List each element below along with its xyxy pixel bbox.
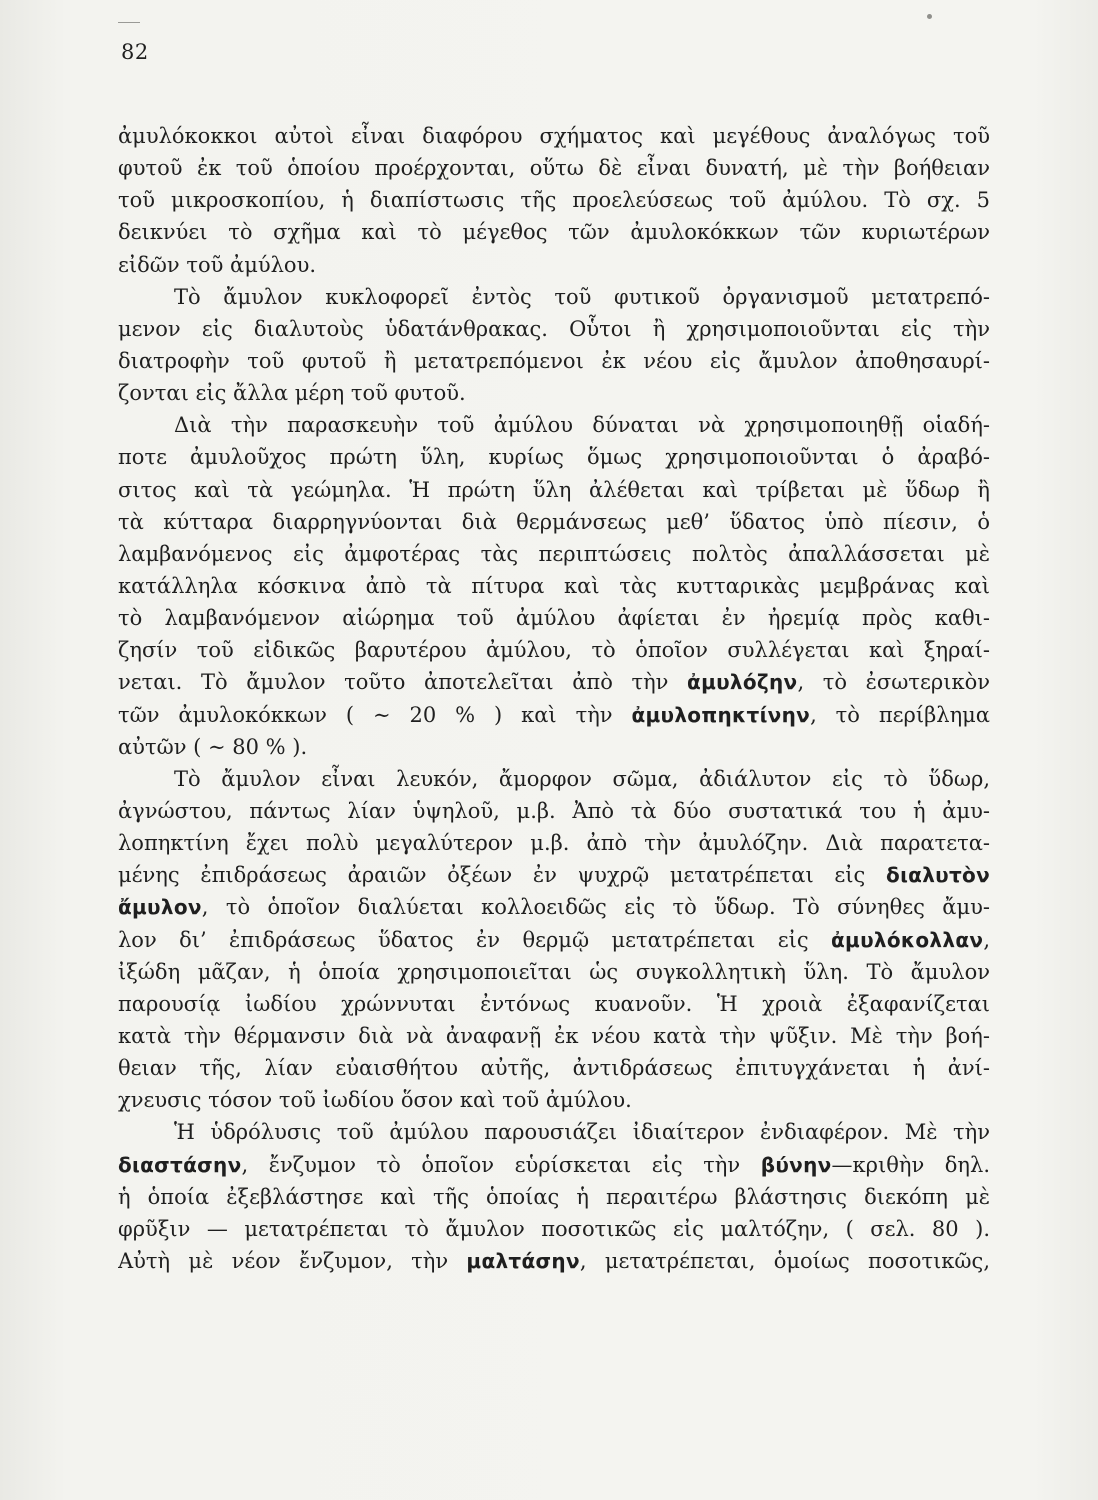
- bold-term: ἀμυλόκολλαν: [831, 927, 984, 952]
- text-line: [118, 924, 990, 956]
- bold-term: ἀμυλοπηκτίνην: [631, 702, 811, 727]
- text-line: [118, 216, 990, 248]
- text-run: λον δι’ ἐπιδράσεως ὕδατος ἐν θερμῷ μετατρέπεται εἰς: [118, 927, 832, 952]
- text-run: σιτος καὶ τὰ γεώμηλα. Ἡ πρώτη ὕλη ἀλέθεται καὶ τρίβεται μὲ ὕδωρ ἢ: [118, 477, 990, 502]
- text-run: ἀμυλόκοκκοι αὐτοὶ εἶναι διαφόρου σχήματος καὶ μεγέθους ἀναλόγως τοῦ: [118, 124, 990, 148]
- text-line: [118, 763, 990, 795]
- text-line: [118, 313, 990, 345]
- text-line: [118, 859, 990, 891]
- text-run: , ἔνζυμον τὸ ὁποῖον εὑρίσκεται εἰς τὴν: [241, 1152, 761, 1177]
- text-line: [118, 891, 990, 923]
- text-line: [118, 1084, 990, 1116]
- text-run: φυτοῦ ἐκ τοῦ ὁποίου προέρχονται, οὕτω δὲ εἶναι δυνατή, μὲ τὴν βοήθειαν: [118, 156, 990, 181]
- text-line: [118, 988, 990, 1020]
- text-run: τὸ λαμβανόμενον αἰώρημα τοῦ ἀμύλου ἀφίεται ἐν ἠρεμίᾳ πρὸς καθι-: [118, 606, 990, 631]
- bold-term: διαλυτὸν: [886, 863, 990, 888]
- text-run: λοπηκτίνη ἔχει πολὺ μεγαλύτερον μ.β. ἀπὸ τὴν ἀμυλόζην. Διὰ παρατετα-: [118, 831, 990, 856]
- text-line: [118, 120, 990, 152]
- text-line: [118, 506, 990, 538]
- text-run: ἀγνώστου, πάντως λίαν ὑψηλοῦ, μ.β. Ἀπὸ τὰ δύο συστατικά του ἡ ἀμυ-: [118, 798, 990, 823]
- text-line: [118, 1116, 990, 1148]
- page-corner-mark: [118, 22, 140, 23]
- text-run: δεικνύει τὸ σχῆμα καὶ τὸ μέγεθος τῶν ἀμυλοκόκκων τῶν κυριωτέρων: [118, 220, 990, 245]
- text-run: κατὰ τὴν θέρμανσιν διὰ νὰ ἀναφανῇ ἐκ νέου κατὰ τὴν ψῦξιν. Μὲ τὴν βοή-: [118, 1023, 990, 1048]
- text-run: , τὸ ὁποῖον διαλύεται κολλοειδῶς εἰς τὸ ὕδωρ. Τὸ σύνηθες ἄμυ-: [201, 895, 990, 920]
- text-run: ποτε ἀμυλοῦχος πρώτη ὕλη, κυρίως ὅμως χρησιμοποιοῦνται ὁ ἀραβό-: [118, 445, 990, 470]
- text-run: θειαν τῆς, λίαν εὐαισθήτου αὐτῆς, ἀντιδράσεως ἐπιτυγχάνεται ἡ ἀνί-: [118, 1056, 990, 1081]
- text-line: [118, 795, 990, 827]
- text-run: Τὸ ἄμυλον κυκλοφορεῖ ἐντὸς τοῦ φυτικοῦ ὀργανισμοῦ μετατρεπό-: [174, 284, 990, 309]
- text-line: [118, 666, 990, 698]
- text-line: [118, 1245, 990, 1277]
- text-line: [118, 538, 990, 570]
- text-run: χνευσις τόσον τοῦ ἰωδίου ὅσον καὶ τοῦ ἀμύλου.: [118, 1088, 632, 1113]
- text-run: , τὸ ἐσωτερικὸν: [797, 670, 990, 695]
- bold-term: ἄμυλον: [118, 895, 202, 920]
- text-run: φρῦξιν — μετατρέπεται τὸ ἄμυλον ποσοτικῶς εἰς μαλτόζην, ( σελ. 80 ).: [118, 1216, 990, 1241]
- text-line: [118, 634, 990, 666]
- text-line: [118, 956, 990, 988]
- text-run: ἰξώδη μᾶζαν, ἡ ὁποία χρησιμοποιεῖται ὡς συγκολλητικὴ ὕλη. Τὸ ἄμυλον: [118, 959, 990, 984]
- text-line: [118, 602, 990, 634]
- page-number: 82: [121, 40, 149, 64]
- text-line: [118, 1020, 990, 1052]
- text-run: νεται. Τὸ ἄμυλον τοῦτο ἀποτελεῖται ἀπὸ τὴν: [118, 670, 688, 695]
- text-run: ,: [983, 927, 990, 952]
- text-line: [118, 474, 990, 506]
- bold-term: διαστάσην: [118, 1152, 242, 1177]
- text-run: , μετατρέπεται, ὁμοίως ποσοτικῶς,: [579, 1248, 990, 1273]
- text-run: αὐτῶν ( ∼ 80 % ).: [118, 734, 308, 759]
- text-run: Ἡ ὑδρόλυσις τοῦ ἀμύλου παρουσιάζει ἰδιαίτερον ἐνδιαφέρον. Μὲ τὴν: [174, 1120, 990, 1145]
- bold-term: βύνην: [760, 1152, 832, 1177]
- text-run: , τὸ περίβλημα: [810, 702, 990, 727]
- text-line: [118, 1213, 990, 1245]
- text-line: [118, 409, 990, 441]
- text-line: [118, 1052, 990, 1084]
- text-run: τοῦ μικροσκοπίου, ἡ διαπίστωσις τῆς προελεύσεως τοῦ ἀμύλου. Τὸ σχ. 5: [118, 188, 990, 213]
- text-line: [118, 570, 990, 602]
- text-line: [118, 184, 990, 216]
- text-line: [118, 731, 990, 763]
- text-line: [118, 699, 990, 731]
- text-line: [118, 1149, 990, 1181]
- text-line: [118, 152, 990, 184]
- bold-term: μαλτάσην: [466, 1248, 580, 1273]
- text-run: τῶν ἀμυλοκόκκων ( ∼ 20 % ) καὶ τὴν: [118, 702, 632, 727]
- text-line: [118, 249, 990, 281]
- text-run: ζονται εἰς ἄλλα μέρη τοῦ φυτοῦ.: [118, 381, 466, 406]
- text-run: τὰ κύτταρα διαρρηγνύονται διὰ θερμάνσεως μεθ’ ὕδατος ὑπὸ πίεσιν, ὁ: [118, 509, 990, 534]
- body-text: [118, 120, 990, 1277]
- text-run: —κριθὴν δηλ.: [831, 1152, 990, 1177]
- ink-dot: [927, 14, 932, 19]
- text-run: Διὰ τὴν παρασκευὴν τοῦ ἀμύλου δύναται νὰ χρησιμοποιηθῇ οἱαδή-: [174, 413, 990, 438]
- text-run: Τὸ ἄμυλον εἶναι λευκόν, ἄμορφον σῶμα, ἀδιάλυτον εἰς τὸ ὕδωρ,: [174, 766, 990, 791]
- text-run: κατάλληλα κόσκινα ἀπὸ τὰ πίτυρα καὶ τὰς κυτταρικὰς μεμβράνας καὶ: [118, 573, 990, 598]
- text-run: ζησίν τοῦ εἰδικῶς βαρυτέρου ἀμύλου, τὸ ὁποῖον συλλέγεται καὶ ξηραί-: [118, 638, 990, 663]
- text-run: μενον εἰς διαλυτοὺς ὑδατάνθρακας. Οὗτοι ἢ χρησιμοποιοῦνται εἰς τὴν: [118, 316, 990, 341]
- bold-term: ἀμυλόζην: [687, 670, 798, 695]
- text-line: [118, 441, 990, 473]
- text-run: εἰδῶν τοῦ ἀμύλου.: [118, 252, 317, 277]
- text-line: [118, 827, 990, 859]
- text-run: ἡ ὁποία ἐξεβλάστησε καὶ τῆς ὁποίας ἡ περαιτέρω βλάστησις διεκόπη μὲ: [118, 1184, 990, 1209]
- text-run: παρουσίᾳ ἰωδίου χρώννυται ἐντόνως κυανοῦν. Ἡ χροιὰ ἐξαφανίζεται: [118, 991, 990, 1016]
- text-line: [118, 345, 990, 377]
- text-run: διατροφὴν τοῦ φυτοῦ ἢ μετατρεπόμενοι ἐκ νέου εἰς ἄμυλον ἀποθησαυρί-: [118, 348, 990, 373]
- text-run: μένης ἐπιδράσεως ἀραιῶν ὀξέων ἐν ψυχρῷ μετατρέπεται εἰς: [118, 863, 887, 888]
- text-run: λαμβανόμενος εἰς ἀμφοτέρας τὰς περιπτώσεις πολτὸς ἀπαλλάσσεται μὲ: [118, 541, 990, 566]
- text-line: [118, 1181, 990, 1213]
- text-run: Αὐτὴ μὲ νέον ἔνζυμον, τὴν: [118, 1248, 467, 1273]
- text-line: [118, 281, 990, 313]
- text-line: [118, 377, 990, 409]
